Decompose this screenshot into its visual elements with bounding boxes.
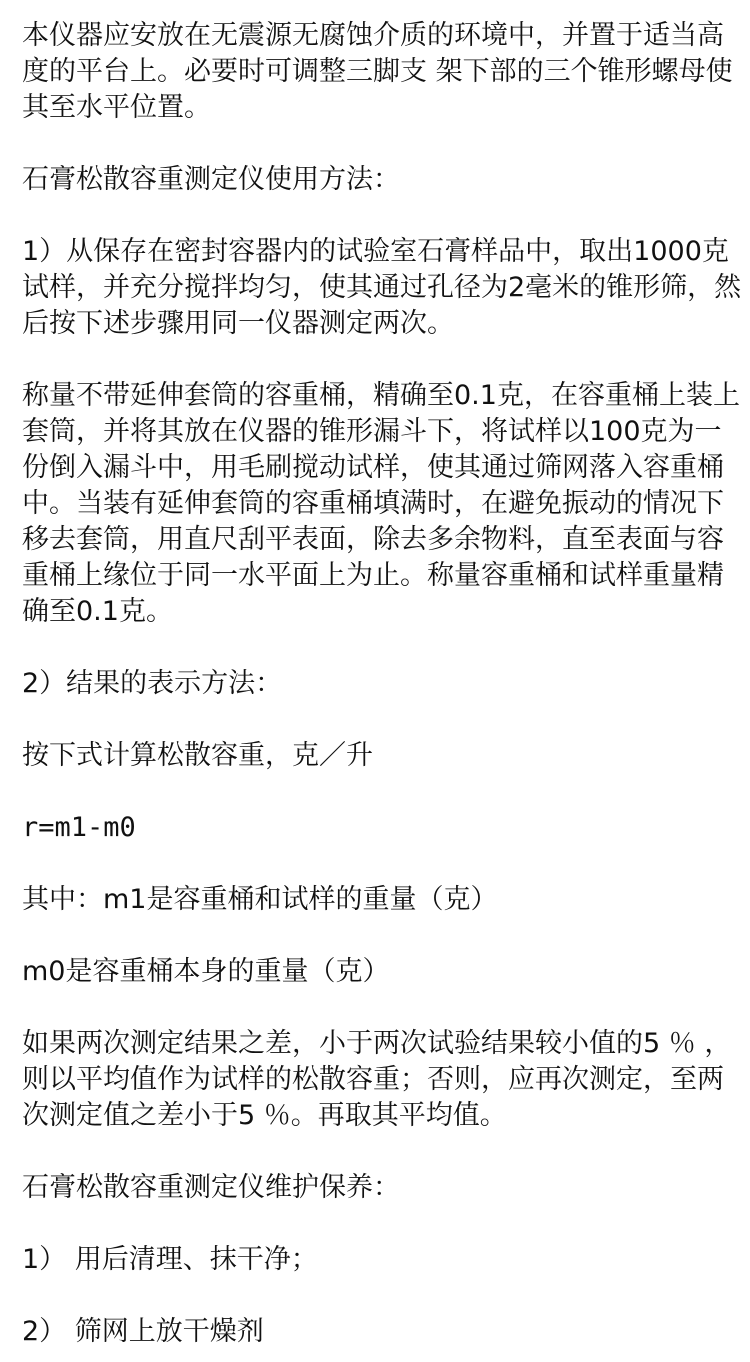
paragraph-gap — [22, 774, 742, 810]
paragraph-gap — [22, 918, 742, 954]
paragraph-installation: 本仪器应安放在无震源无腐蚀介质的环境中，并置于适当高度的平台上。必要时可调整三脚支 架下部的三个锥形螺母使其至水平位置。 — [22, 20, 733, 123]
paragraph-gap — [22, 702, 742, 738]
paragraph-gap — [22, 630, 742, 666]
heading-result-expression: 2）结果的表示方法： — [22, 668, 283, 699]
paragraph-gap — [22, 198, 742, 234]
document-body — [22, 18, 742, 1350]
paragraph-gap — [22, 1134, 742, 1170]
paragraph-weighing-procedure: 称量不带延伸套筒的容重桶，精确至0.1克，在容重桶上装上套筒，并将其放在仪器的锥形漏斗下，将试样以100克为一份倒入漏斗中，用毛刷搅动试样，使其通过筛网落入容重桶中。当装有延伸套筒的容重桶填满时，在避免振动的情况下移去套筒，用直尺刮平表面，除去多余物料，直至表面与容重桶上缘位于同一水平面上为止。称量容重桶和试样重量精确至0.1克。 — [22, 380, 740, 627]
paragraph-gap — [22, 342, 742, 378]
paragraph-m0-definition: m0是容重桶本身的重量（克） — [22, 956, 390, 987]
paragraph-gap — [22, 990, 742, 1026]
maintenance-item-2: 2） 筛网上放干燥剂 — [22, 1316, 264, 1347]
heading-maintenance: 石膏松散容重测定仪维护保养： — [22, 1172, 400, 1203]
paragraph-step-1: 1）从保存在密封容器内的试验室石膏样品中，取出1000克试样，并充分搅拌均匀，使其通过孔径为2毫米的锥形筛，然后按下述步骤用同一仪器测定两次。 — [22, 236, 742, 339]
heading-usage-method: 石膏松散容重测定仪使用方法： — [22, 164, 400, 195]
paragraph-gap — [22, 846, 742, 882]
paragraph-gap — [22, 1278, 742, 1314]
paragraph-formula-intro: 按下式计算松散容重，克／升 — [22, 740, 373, 771]
formula: r=m1-m0 — [22, 812, 136, 843]
paragraph-m1-definition: 其中：m1是容重桶和试样的重量（克） — [22, 884, 498, 915]
paragraph-gap — [22, 1206, 742, 1242]
paragraph-gap — [22, 126, 742, 162]
paragraph-repeatability: 如果两次测定结果之差，小于两次试验结果较小值的5 ％ ，则以平均值作为试样的松散容重；否则，应再次测定，至两次测定值之差小于5 ％。再取其平均值。 — [22, 1028, 732, 1131]
maintenance-item-1: 1） 用后清理、抹干净； — [22, 1244, 318, 1275]
